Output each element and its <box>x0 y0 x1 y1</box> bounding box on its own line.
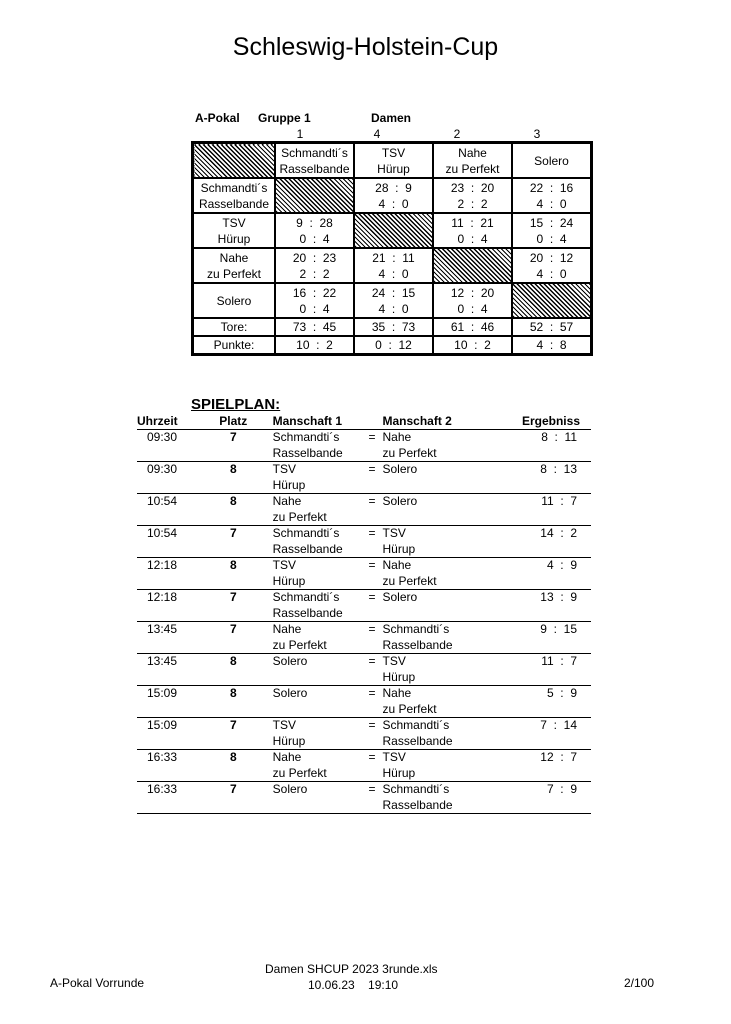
col-number: 3 <box>533 127 541 141</box>
tore-value: 52 : 57 <box>512 318 592 336</box>
table-row <box>137 750 591 782</box>
team2-cell: Nahe zu Perfekt <box>383 558 500 590</box>
team-header: TSV Hürup <box>354 143 433 179</box>
tore-value: 61 : 46 <box>433 318 512 336</box>
score-cell: 21 : 11 4 : 0 <box>354 248 433 283</box>
team2-cell: Solero <box>383 494 500 526</box>
team1-cell: TSV Hürup <box>273 718 362 750</box>
col-number: 1 <box>296 127 304 141</box>
score-cell: 24 : 15 4 : 0 <box>354 283 433 318</box>
equals-cell: = <box>361 622 382 654</box>
time-cell: 16:33 <box>137 750 194 782</box>
header-manschaft1: Manschaft 1 <box>273 413 362 430</box>
team-header: Nahe zu Perfekt <box>433 143 512 179</box>
team2-cell: Schmandti´s Rasselbande <box>383 718 500 750</box>
platz-cell: 7 <box>194 622 273 654</box>
team1-cell: Schmandti´s Rasselbande <box>273 590 362 622</box>
punkte-value: 10 : 2 <box>433 336 512 355</box>
time-cell: 15:09 <box>137 686 194 718</box>
time-cell: 13:45 <box>137 654 194 686</box>
damen-label: Damen <box>371 111 412 125</box>
footer-date: 10.06.23 19:10 <box>308 978 399 992</box>
result-cell: 13 : 9 <box>499 590 591 622</box>
team1-cell: Nahe zu Perfekt <box>273 622 362 654</box>
platz-cell: 8 <box>194 558 273 590</box>
punkte-value: 0 : 12 <box>354 336 433 355</box>
hatched-cell <box>512 283 592 318</box>
team-row-label: Nahe zu Perfekt <box>193 248 276 283</box>
equals-cell: = <box>361 718 382 750</box>
time-cell: 12:18 <box>137 590 194 622</box>
time-cell: 09:30 <box>137 430 194 462</box>
equals-cell: = <box>361 430 382 462</box>
equals-cell: = <box>361 462 382 494</box>
footer-page: 2/100 <box>624 976 655 990</box>
page-title: Schleswig-Holstein-Cup <box>232 33 499 61</box>
equals-cell: = <box>361 590 382 622</box>
score-cell: 20 : 12 4 : 0 <box>512 248 592 283</box>
table-row <box>137 782 591 814</box>
result-cell: 11 : 7 <box>499 494 591 526</box>
score-cell: 28 : 9 4 : 0 <box>354 178 433 213</box>
result-cell: 14 : 2 <box>499 526 591 558</box>
team2-cell: Schmandti´s Rasselbande <box>383 622 500 654</box>
time-cell: 09:30 <box>137 462 194 494</box>
punkte-value: 10 : 2 <box>275 336 354 355</box>
hatched-cell <box>275 178 354 213</box>
spielplan-header-row <box>137 413 591 430</box>
cross-row <box>193 178 592 213</box>
team2-cell: TSV Hürup <box>383 654 500 686</box>
result-cell: 8 : 11 <box>499 430 591 462</box>
header-platz: Platz <box>194 413 273 430</box>
table-row <box>137 462 591 494</box>
cross-table <box>191 141 593 356</box>
col-number: 4 <box>373 127 381 141</box>
score-cell: 20 : 23 2 : 2 <box>275 248 354 283</box>
score-cell: 11 : 21 0 : 4 <box>433 213 512 248</box>
platz-cell: 8 <box>194 686 273 718</box>
time-cell: 15:09 <box>137 718 194 750</box>
platz-cell: 7 <box>194 526 273 558</box>
score-cell: 9 : 28 0 : 4 <box>275 213 354 248</box>
cross-row <box>193 248 592 283</box>
team1-cell: TSV Hürup <box>273 462 362 494</box>
team1-cell: Solero <box>273 686 362 718</box>
result-cell: 7 : 9 <box>499 782 591 814</box>
team-row-label: TSV Hürup <box>193 213 276 248</box>
punkte-value: 4 : 8 <box>512 336 592 355</box>
team1-cell: Schmandti´s Rasselbande <box>273 526 362 558</box>
cross-row <box>193 283 592 318</box>
table-row <box>137 526 591 558</box>
equals-cell: = <box>361 494 382 526</box>
team-header: Schmandti´s Rasselbande <box>275 143 354 179</box>
table-row <box>137 718 591 750</box>
platz-cell: 7 <box>194 430 273 462</box>
team2-cell: Schmandti´s Rasselbande <box>383 782 500 814</box>
equals-cell: = <box>361 782 382 814</box>
team-row-label: Solero <box>193 283 276 318</box>
team1-cell: Schmandti´s Rasselbande <box>273 430 362 462</box>
platz-cell: 8 <box>194 654 273 686</box>
footer-left: A-Pokal Vorrunde <box>50 976 145 990</box>
header-manschaft2: Manschaft 2 <box>383 413 500 430</box>
score-cell: 12 : 20 0 : 4 <box>433 283 512 318</box>
result-cell: 7 : 14 <box>499 718 591 750</box>
table-row <box>137 590 591 622</box>
platz-cell: 7 <box>194 590 273 622</box>
tore-value: 73 : 45 <box>275 318 354 336</box>
cross-header-row <box>193 143 592 179</box>
hatched-cell <box>354 213 433 248</box>
time-cell: 12:18 <box>137 558 194 590</box>
time-cell: 16:33 <box>137 782 194 814</box>
team2-cell: Nahe zu Perfekt <box>383 686 500 718</box>
result-cell: 4 : 9 <box>499 558 591 590</box>
result-cell: 5 : 9 <box>499 686 591 718</box>
team2-cell: Solero <box>383 590 500 622</box>
equals-cell: = <box>361 654 382 686</box>
team2-cell: Nahe zu Perfekt <box>383 430 500 462</box>
col-number: 2 <box>453 127 461 141</box>
team2-cell: TSV Hürup <box>383 526 500 558</box>
gruppe-label: Gruppe 1 <box>258 111 311 125</box>
tore-label: Tore: <box>193 318 276 336</box>
equals-cell: = <box>361 558 382 590</box>
platz-cell: 7 <box>194 782 273 814</box>
table-row <box>137 430 591 462</box>
pokal-label: A-Pokal <box>195 111 240 125</box>
equals-cell: = <box>361 686 382 718</box>
team2-cell: TSV Hürup <box>383 750 500 782</box>
punkte-row <box>193 336 592 355</box>
platz-cell: 8 <box>194 494 273 526</box>
hatched-cell <box>193 143 276 179</box>
team-header: Solero <box>512 143 592 179</box>
platz-cell: 8 <box>194 750 273 782</box>
team1-cell: Solero <box>273 782 362 814</box>
score-cell: 15 : 24 0 : 4 <box>512 213 592 248</box>
result-cell: 9 : 15 <box>499 622 591 654</box>
result-cell: 11 : 7 <box>499 654 591 686</box>
table-row <box>137 686 591 718</box>
score-cell: 16 : 22 0 : 4 <box>275 283 354 318</box>
footer-file: Damen SHCUP 2023 3runde.xls <box>265 962 438 976</box>
team2-cell: Solero <box>383 462 500 494</box>
tore-row <box>193 318 592 336</box>
score-cell: 22 : 16 4 : 0 <box>512 178 592 213</box>
team1-cell: Solero <box>273 654 362 686</box>
punkte-label: Punkte: <box>193 336 276 355</box>
platz-cell: 8 <box>194 462 273 494</box>
table-row <box>137 654 591 686</box>
team1-cell: Nahe zu Perfekt <box>273 494 362 526</box>
spielplan-body <box>137 430 591 814</box>
team1-cell: Nahe zu Perfekt <box>273 750 362 782</box>
equals-cell: = <box>361 526 382 558</box>
time-cell: 10:54 <box>137 526 194 558</box>
table-row <box>137 494 591 526</box>
spielplan-table <box>137 413 591 814</box>
cross-row <box>193 213 592 248</box>
header-ergebnis: Ergebniss <box>499 413 591 430</box>
spielplan-title: SPIELPLAN: <box>191 396 281 413</box>
score-cell: 23 : 20 2 : 2 <box>433 178 512 213</box>
result-cell: 8 : 13 <box>499 462 591 494</box>
header-spacer <box>361 413 382 430</box>
tore-value: 35 : 73 <box>354 318 433 336</box>
header-uhrzeit: Uhrzeit <box>137 413 194 430</box>
time-cell: 13:45 <box>137 622 194 654</box>
result-cell: 12 : 7 <box>499 750 591 782</box>
hatched-cell <box>433 248 512 283</box>
time-cell: 10:54 <box>137 494 194 526</box>
platz-cell: 7 <box>194 718 273 750</box>
team1-cell: TSV Hürup <box>273 558 362 590</box>
team-row-label: Schmandti´s Rasselbande <box>193 178 276 213</box>
table-row <box>137 622 591 654</box>
table-row <box>137 558 591 590</box>
equals-cell: = <box>361 750 382 782</box>
